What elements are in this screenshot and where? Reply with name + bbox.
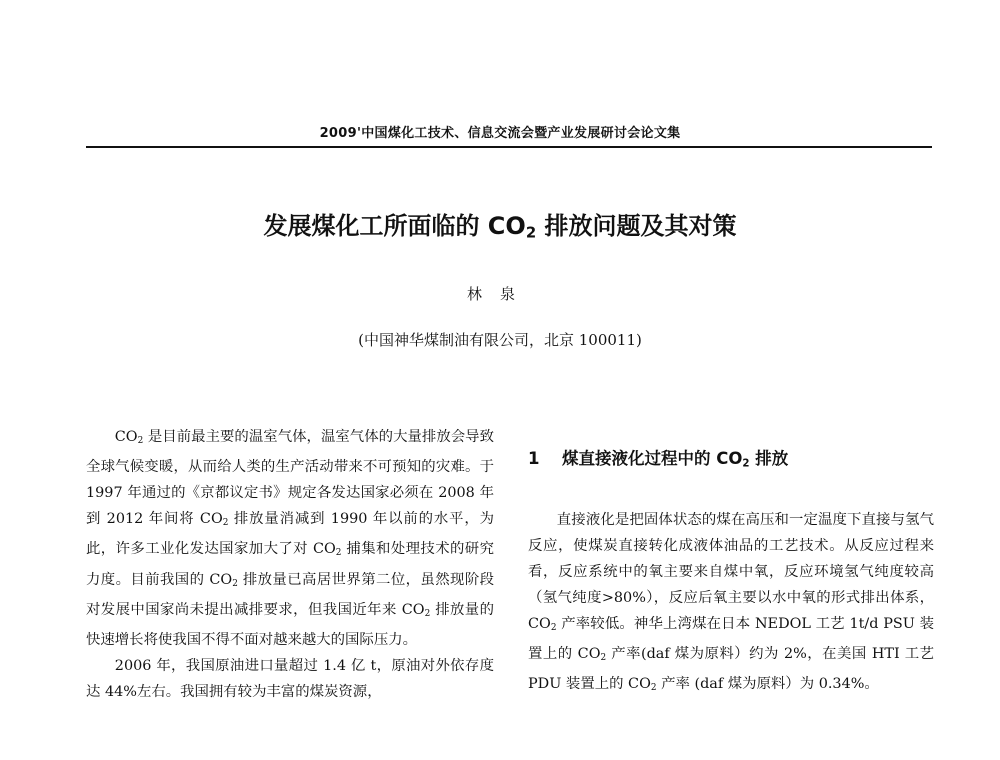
subscript: 2 bbox=[650, 683, 657, 694]
section-number: 1 bbox=[528, 449, 540, 468]
left-column bbox=[86, 424, 494, 705]
section-title-after: 排放 bbox=[749, 449, 789, 468]
text-run: 直接液化是把固体状态的煤在高压和一定温度下直接与氢气反应，使煤炭直接转化成液体油品的工艺技术。从反应过程来看，反应系统中的氧主要来自煤中氧，反应环境氢气纯度较高（氢气纯度>80%），反应后氧主要以水中氧的形式排出体系，CO bbox=[528, 511, 934, 632]
section-title-before: 煤直接液化过程中的 CO bbox=[562, 449, 743, 468]
text-run: 排放量的快速增长将使我国不得不面对越来越大的国际压力。 bbox=[86, 601, 495, 649]
header-rule bbox=[86, 146, 932, 148]
title-subscript: 2 bbox=[525, 223, 537, 242]
paragraph-oil-import: 2006 年，我国原油进口量超过 1.4 亿 t，原油对外依存度达 44%左右。我国拥有较为丰富的煤炭资源， bbox=[86, 658, 494, 701]
text-run: 捕集和处理技术的研究力度。目前我国的 CO bbox=[86, 541, 494, 588]
running-head: 2009'中国煤化工技术、信息交流会暨产业发展研讨会论文集 bbox=[319, 126, 681, 141]
subscript: 2 bbox=[600, 652, 607, 663]
paragraph-direct-liquefaction bbox=[528, 507, 934, 702]
subscript: 2 bbox=[222, 518, 229, 529]
text-run: CO bbox=[114, 429, 138, 445]
right-column bbox=[528, 424, 934, 701]
text-run: 产率 (daf 煤为原料）为 0.34%。 bbox=[656, 675, 879, 692]
subscript: 2 bbox=[424, 609, 431, 620]
title-text-after: 排放问题及其对策 bbox=[536, 212, 737, 240]
paper-title bbox=[0, 206, 1000, 242]
section-title-subscript: 2 bbox=[742, 458, 750, 470]
text-run: 产率较低。神华上湾煤在日本 NEDOL 工艺 1t/d PSU 装置上的 CO bbox=[528, 615, 934, 662]
subscript: 2 bbox=[550, 622, 557, 633]
author: 林泉 bbox=[466, 285, 533, 303]
text-run: 是目前最主要的温室气体，温室气体的大量排放会导致全球气候变暖，从而给人类的生产活动带来不可预知的灾难。于 1997 年通过的《京都议定书》规定各发达国家必须在 2008 年到 2012 年间将 CO bbox=[86, 429, 494, 528]
subscript: 2 bbox=[335, 548, 342, 559]
paragraph-intro bbox=[86, 424, 494, 653]
title-text-before: 发展煤化工所面临的 CO bbox=[263, 212, 526, 240]
text-run: 排放量消减到 1990 年以前的水平，为此，许多工业化发达国家加大了对 CO bbox=[86, 511, 494, 558]
text-run: 排放量已高居世界第二位，虽然现阶段对发展中国家尚未提出减排要求，但我国近年来 CO bbox=[86, 571, 495, 618]
text-run: 产率(daf 煤为原料）约为 2%，在美国 HTI 工艺 PDU 装置上的 CO bbox=[528, 645, 934, 692]
affiliation: (中国神华煤制油有限公司，北京 100011) bbox=[358, 331, 642, 349]
subscript: 2 bbox=[137, 436, 144, 447]
section-heading-1 bbox=[528, 446, 934, 478]
subscript: 2 bbox=[232, 578, 238, 589]
